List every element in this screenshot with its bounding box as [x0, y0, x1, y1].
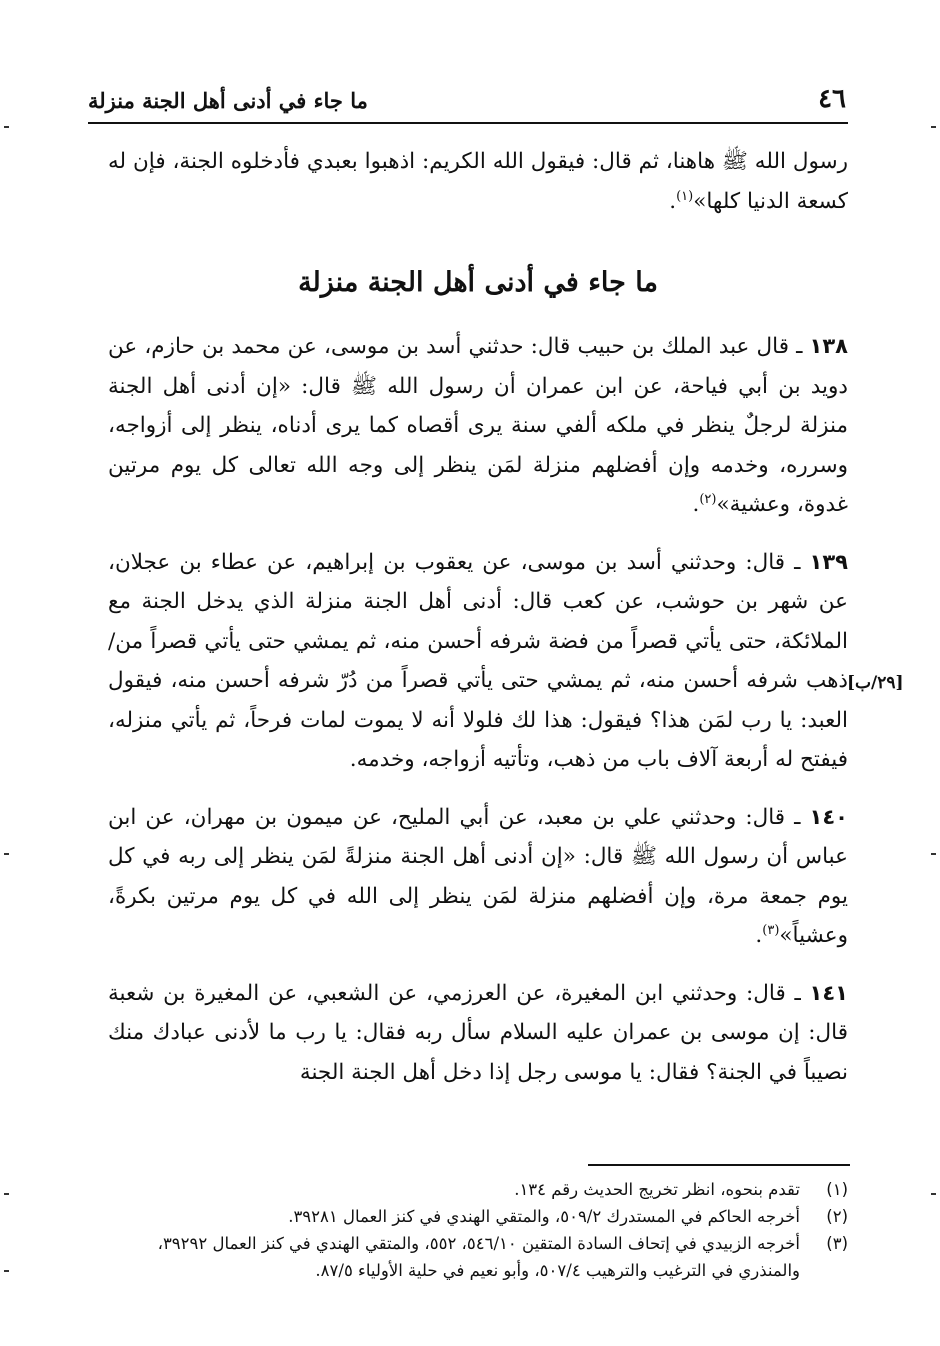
- manuscript-folio-note: [٢٩/ب]: [847, 673, 904, 693]
- scan-edge-mark: [931, 1193, 936, 1195]
- hadith-141: [108, 974, 848, 1093]
- scan-edge-mark: [4, 853, 9, 855]
- scan-edge-mark: [4, 1193, 9, 1195]
- hadith-number: ١٤٠: [809, 804, 848, 829]
- chapter-title: ما جاء في أدنى أهل الجنة منزلة: [298, 267, 658, 298]
- hadith-tail: .: [755, 923, 763, 948]
- hadith-text: ـ قال: وحدثني أسد بن موسى، عن يعقوب بن إبراهيم، عن عطاء بن عجلان، عن شهر بن حوشب، عن كعب قال: أدنى أهل الجنة منزلة الذي يدخل الجنة مع الملائكة، حتى يأتي قصراً من فضة شرفه أحسن منه، ثم يمشي حتى يأتي قصراً من/ ذهب شرفه أحسن منه، ثم يمشي حتى يأتي قصراً من دُرّ شرفه أحسن منه، فيقول العبد: يا رب لمَن هذا؟ فيقول: هذا لك فلولا أنه لا يموت لمات فرحاً، ثم يأتي منزله، فيفتح له أربعة آلاف باب من ذهب، وتأتيه أزواجه، وخدمه.: [108, 549, 848, 772]
- footnote-number: (٢): [826, 1207, 848, 1226]
- scan-edge-mark: [4, 1270, 9, 1272]
- footnote-1: [108, 1176, 848, 1203]
- hadith-number: ١٤١: [809, 980, 848, 1005]
- hadith-text: ـ قال: وحدثني علي بن معبد، عن أبي المليح، عن ميمون بن مهران، عن ابن عباس أن رسول الله ﷺ قال: «إن أدنى أهل الجنة منزلةً لمَن ينظر إلى ربه في كل يوم جمعة مرة، وإن أفضلهم منزلة لمَن ينظر إلى الله في كل يوم مرتين بكرةً، وعشياً»: [108, 804, 848, 948]
- footnote-number: (٣): [826, 1234, 848, 1253]
- lead-paragraph-text: رسول الله ﷺ هاهنا، ثم قال: فيقول الله الكريم: اذهبوا بعبدي فأدخلوه الجنة، فإن له كسعة الدنيا كلها»: [108, 149, 848, 214]
- scan-edge-mark: [4, 126, 9, 128]
- scan-edge-mark: [931, 126, 936, 128]
- hadith-tail: .: [692, 492, 700, 517]
- hadith-text: ـ قال عبد الملك بن حبيب قال: حدثني أسد بن موسى، عن محمد بن حازم، عن دويد بن أبي فياحة، عن ابن عمران أن رسول الله ﷺ قال: «إن أدنى أهل الجنة منزلة لرجلٌ ينظر في ملكه ألفي سنة يرى أقصاه كما يرى أدناه، ينظر إلى أزواجه، وسرره، وخدمه وإن أفضلهم منزلة لمَن ينظر إلى وجه الله تعالى كل يوم مرتين غدوة، وعشية»: [108, 334, 848, 517]
- footnote-text: أخرجه الزبيدي في إتحاف السادة المتقين ٥٤٦/١٠، ٥٥٢، والمتقي الهندي في كنز العمال ٣٩٢٩٢، والمنذري في الترغيب والترهيب ٥٠٧/٤، وأبو نعيم في حلية الأولياء ٨٧/٥.: [157, 1234, 800, 1280]
- footnote-ref-2[interactable]: (٢): [699, 491, 717, 507]
- page-number: ٤٦: [818, 84, 846, 114]
- hadith-138: [108, 327, 848, 525]
- footnote-2: [108, 1203, 848, 1230]
- hadith-number: ١٣٨: [809, 334, 848, 358]
- scan-edge-mark: [931, 853, 936, 855]
- footnote-ref-1[interactable]: (١): [676, 188, 694, 204]
- footnote-number: (١): [826, 1180, 848, 1199]
- lead-paragraph: [108, 142, 848, 221]
- running-title: ما جاء في أدنى أهل الجنة منزلة: [88, 88, 368, 113]
- page-header: [88, 78, 848, 124]
- hadith-text: ـ قال: وحدثني ابن المغيرة، عن العرزمي، عن الشعبي، عن المغيرة بن شعبة قال: إن موسى بن عمران عليه السلام سأل ربه فقال: يا رب ما لأدنى عبادك منك نصيباً في الجنة؟ فقال: يا موسى رجل إذا دخل أهل الجنة الجنة: [108, 980, 848, 1085]
- footnote-3: [108, 1230, 848, 1284]
- footnote-ref-3[interactable]: (٣): [762, 922, 780, 938]
- footnotes: [108, 1176, 848, 1284]
- hadith-140: [108, 798, 848, 956]
- hadith-139: [108, 543, 848, 780]
- footnote-text: أخرجه الحاكم في المستدرك ٥٠٩/٢، والمتقي الهندي في كنز العمال ٣٩٢٨١.: [288, 1207, 800, 1226]
- footnote-text: تقدم بنحوه، انظر تخريج الحديث رقم ١٣٤.: [514, 1180, 800, 1199]
- lead-paragraph-tail: .: [669, 188, 677, 214]
- body-text: [108, 142, 848, 1110]
- footnote-separator: [588, 1164, 850, 1166]
- hadith-number: ١٣٩: [809, 549, 848, 574]
